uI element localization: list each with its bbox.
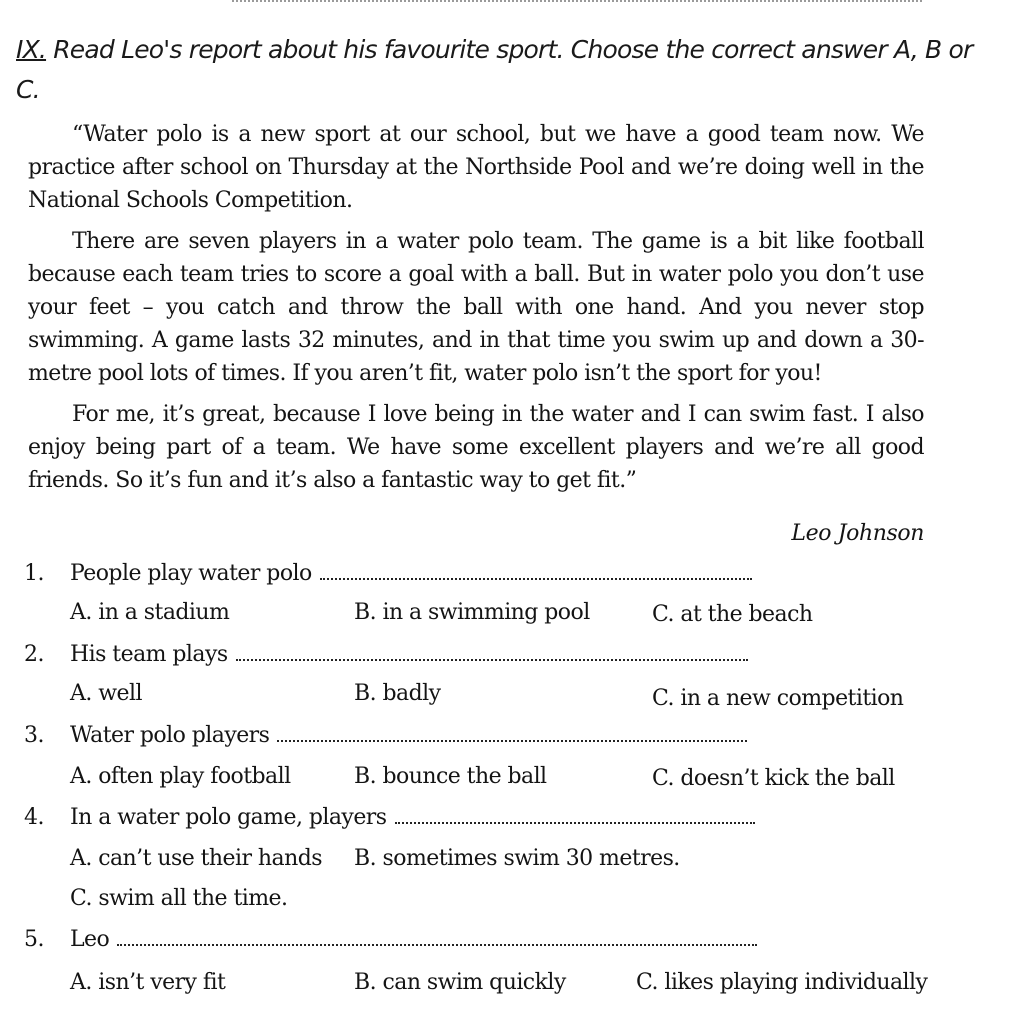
- option-b[interactable]: B. in a swimming pool: [354, 600, 590, 625]
- question-number: 2.: [24, 642, 44, 667]
- question-number: 3.: [24, 723, 44, 748]
- exercise-heading: [16, 30, 996, 110]
- option-c[interactable]: C. in a new competition: [652, 686, 904, 711]
- question-stem: His team plays: [70, 642, 228, 667]
- report-passage: [28, 118, 924, 504]
- option-a[interactable]: A. can’t use their hands: [70, 846, 322, 871]
- option-a[interactable]: A. well: [70, 681, 142, 706]
- question-number: 1.: [24, 561, 44, 586]
- answer-blank[interactable]: [277, 740, 747, 742]
- option-a[interactable]: A. often play football: [70, 764, 291, 789]
- question-stem: In a water polo game, players: [70, 805, 387, 830]
- option-c[interactable]: C. doesn’t kick the ball: [652, 766, 895, 791]
- answer-blank[interactable]: [117, 944, 757, 946]
- answer-blank[interactable]: [395, 822, 755, 824]
- passage-paragraph-1: “Water polo is a new sport at our school, but we have a good team now. We practice after school on Thursday at the Northside Pool and we’re doing well in the National Schools Competition.: [28, 122, 924, 214]
- option-c[interactable]: C. likes playing individually: [636, 970, 928, 995]
- passage-paragraph-3: For me, it’s great, because I love being in the water and I can swim fast. I also enjoy being part of a team. We have some excellent players and we’re all good friends. So it’s fun and it’s also a fantastic way to get fit.”: [28, 401, 924, 494]
- answer-blank[interactable]: [236, 659, 748, 661]
- option-c[interactable]: C. swim all the time.: [70, 886, 288, 911]
- answer-blank[interactable]: [320, 578, 752, 580]
- option-b[interactable]: B. can swim quickly: [354, 970, 566, 995]
- option-a[interactable]: A. isn’t very fit: [70, 970, 226, 995]
- exercise-number: IX.: [16, 35, 47, 64]
- top-dotted-rule: [232, 0, 922, 2]
- question-stem: Leo: [70, 927, 110, 952]
- option-b[interactable]: B. badly: [354, 681, 441, 706]
- passage-paragraph-2: There are seven players in a water polo team. The game is a bit like football because each team tries to score a goal with a ball. But in water polo you don’t use your feet – you catch and throw the ball with one hand. And you never stop swimming. A game lasts 32 minutes, and in that time you swim up and down a 30-metre pool lots of times. If you aren’t fit, water polo isn’t the sport for you!: [28, 228, 924, 387]
- option-c[interactable]: C. at the beach: [652, 602, 813, 627]
- question-number: 5.: [24, 927, 44, 952]
- option-b[interactable]: B. bounce the ball: [354, 764, 547, 789]
- option-a[interactable]: A. in a stadium: [70, 600, 230, 625]
- option-b[interactable]: B. sometimes swim 30 metres.: [354, 846, 680, 871]
- question-stem: People play water polo: [70, 561, 312, 586]
- exercise-instruction: Read Leo's report about his favourite sport. Choose the correct answer A, B or C.: [16, 35, 973, 104]
- author-signature: Leo Johnson: [791, 521, 924, 546]
- question-stem: Water polo players: [70, 723, 270, 748]
- question-number: 4.: [24, 805, 44, 830]
